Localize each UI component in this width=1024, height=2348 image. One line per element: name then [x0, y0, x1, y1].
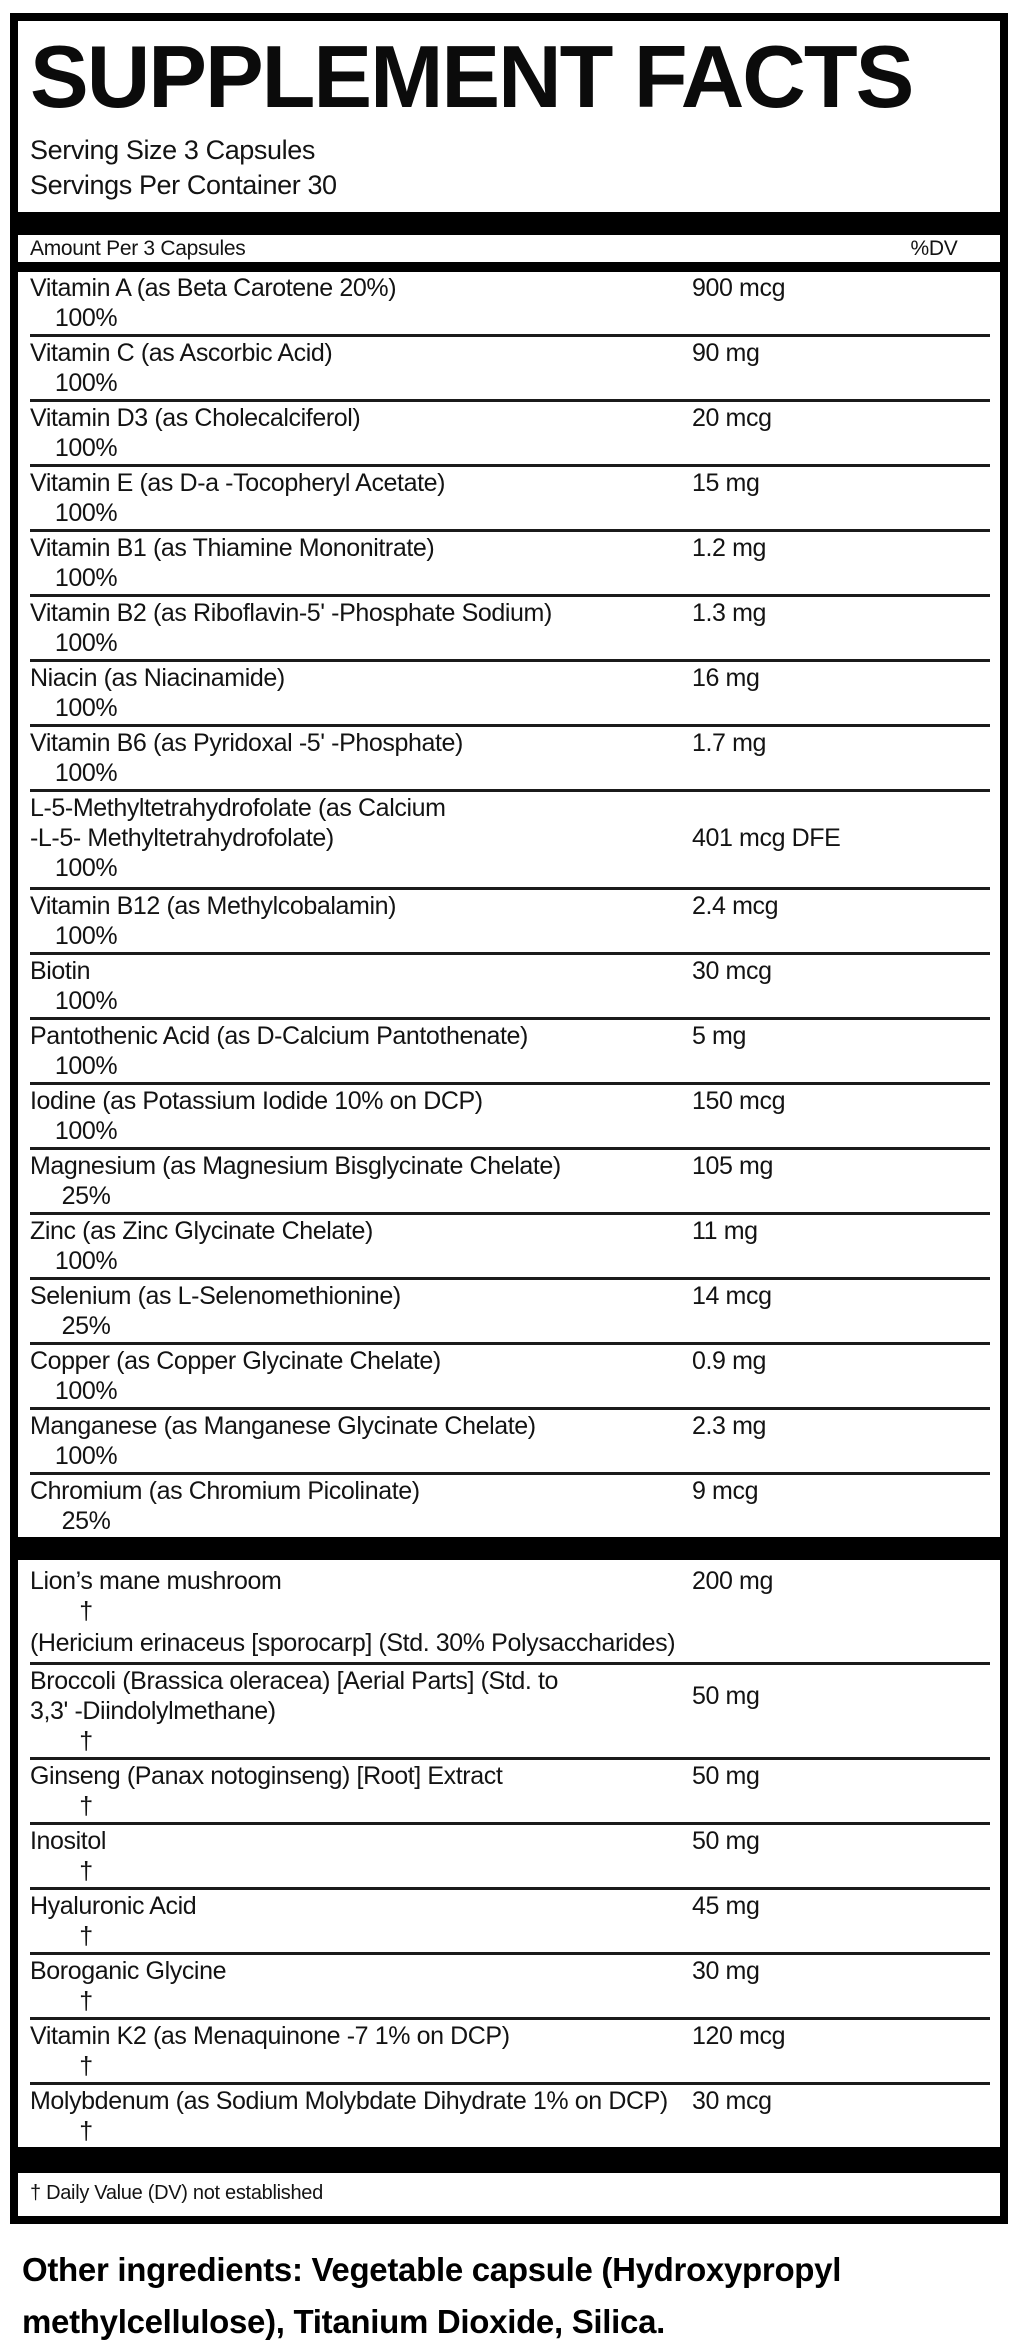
ingredient-name: Boroganic Glycine: [30, 1957, 227, 1985]
botanical-row: [30, 1955, 990, 2020]
ingredient-name: Vitamin B2 (as Riboflavin-5' -Phosphate Sodium): [30, 599, 552, 627]
ingredient-amount: 150 mcg: [692, 1087, 786, 1115]
ingredient-dv: 100%: [54, 629, 118, 657]
nutrient-row: [30, 532, 990, 597]
ingredient-amount: 5 mg: [692, 1022, 746, 1050]
ingredient-name: Vitamin K2 (as Menaquinone -7 1% on DCP): [30, 2022, 510, 2050]
nutrient-row: [30, 955, 990, 1020]
ingredient-name: Pantothenic Acid (as D-Calcium Pantothenate): [30, 1022, 528, 1050]
column-header-row: [30, 235, 990, 262]
ingredient-name: Iodine (as Potassium Iodide 10% on DCP): [30, 1087, 483, 1115]
ingredient-amount: 2.3 mg: [692, 1412, 767, 1440]
ingredient-amount: 30 mg: [692, 1957, 760, 1985]
botanicals-table: [30, 1560, 990, 2147]
botanical-row: [30, 2085, 990, 2147]
divider-bar-bottom: [18, 2147, 1000, 2173]
ingredient-dv: 100%: [54, 759, 118, 787]
ingredient-dv: †: [79, 2117, 93, 2145]
ingredient-dv: 100%: [54, 1247, 118, 1275]
ingredient-name: Lion’s mane mushroom: [30, 1567, 282, 1595]
nutrient-row: [30, 467, 990, 532]
ingredient-dv: 100%: [54, 1377, 118, 1405]
nutrient-row: [30, 792, 990, 890]
ingredient-amount: 11 mg: [692, 1217, 758, 1245]
ingredient-dv: 100%: [54, 304, 118, 332]
ingredient-name: Manganese (as Manganese Glycinate Chelate): [30, 1412, 536, 1440]
ingredient-dv: †: [79, 1987, 93, 2015]
ingredient-name: Hyaluronic Acid: [30, 1892, 197, 1920]
divider-bar-top: [18, 212, 1000, 235]
ingredient-dv: 100%: [54, 369, 118, 397]
ingredient-dv: 100%: [54, 434, 118, 462]
ingredient-amount: 50 mg: [692, 1827, 760, 1855]
ingredient-dv: 25%: [61, 1507, 111, 1535]
ingredient-dv: †: [79, 1727, 93, 1755]
divider-bar-botanicals: [18, 1537, 1000, 1560]
ingredient-amount: 1.2 mg: [692, 534, 767, 562]
nutrient-row: [30, 272, 990, 337]
ingredient-dv: 25%: [61, 1182, 111, 1210]
ingredient-name: Ginseng (Panax notoginseng) [Root] Extract: [30, 1762, 503, 1790]
ingredient-subname: (Hericium erinaceus [sporocarp] (Std. 30% Polysaccharides): [30, 1629, 676, 1657]
ingredient-name: Vitamin B1 (as Thiamine Mononitrate): [30, 534, 435, 562]
ingredient-amount: 45 mg: [692, 1892, 760, 1920]
nutrient-row: [30, 402, 990, 467]
ingredient-amount: 1.3 mg: [692, 599, 767, 627]
ingredient-amount: 9 mcg: [692, 1477, 759, 1505]
botanical-row: [30, 1760, 990, 1825]
ingredient-dv: †: [79, 1597, 93, 1625]
nutrient-row: [30, 890, 990, 955]
nutrients-table: [30, 272, 990, 1537]
ingredient-dv: 100%: [54, 499, 118, 527]
ingredient-amount: 15 mg: [692, 469, 760, 497]
nutrient-row: [30, 1020, 990, 1085]
ingredient-name: Zinc (as Zinc Glycinate Chelate): [30, 1217, 373, 1245]
ingredient-name: Molybdenum (as Sodium Molybdate Dihydrate 1% on DCP): [30, 2087, 668, 2115]
dv-footnote: † Daily Value (DV) not established: [30, 2182, 323, 2204]
ingredient-dv: †: [79, 1857, 93, 1885]
panel-title: SUPPLEMENT FACTS: [30, 27, 913, 126]
botanical-row: [30, 1825, 990, 1890]
ingredient-name: Vitamin C (as Ascorbic Acid): [30, 339, 333, 367]
nutrient-row: [30, 1410, 990, 1475]
ingredient-name: Broccoli (Brassica oleracea) [Aerial Parts] (Std. to 3,3' -Diindolylmethane): [30, 1667, 559, 1725]
ingredient-name: L-5-Methyltetrahydrofolate (as Calcium -L-5- Methyltetrahydrofolate): [30, 794, 446, 852]
botanical-row: [30, 1890, 990, 1955]
ingredient-dv: 25%: [61, 1312, 111, 1340]
ingredient-dv: †: [79, 1922, 93, 1950]
ingredient-name: Niacin (as Niacinamide): [30, 664, 285, 692]
nutrient-row: [30, 727, 990, 792]
ingredient-amount: 14 mcg: [692, 1282, 772, 1310]
ingredient-name: Vitamin D3 (as Cholecalciferol): [30, 404, 361, 432]
ingredient-dv: 100%: [54, 1117, 118, 1145]
ingredient-dv: 100%: [54, 854, 118, 882]
ingredient-amount: 200 mg: [692, 1567, 773, 1595]
ingredient-name: Vitamin A (as Beta Carotene 20%): [30, 274, 397, 302]
botanical-row: [30, 1665, 990, 1760]
ingredient-amount: 120 mcg: [692, 2022, 786, 2050]
ingredient-dv: 100%: [54, 1052, 118, 1080]
ingredient-name: Magnesium (as Magnesium Bisglycinate Chelate): [30, 1152, 561, 1180]
ingredient-dv: †: [79, 1792, 93, 1820]
nutrient-row: [30, 662, 990, 727]
other-ingredients-text: Other ingredients: Vegetable capsule (Hydroxypropyl methylcellulose), Titanium Dioxide, Silica.: [22, 2251, 842, 2340]
ingredient-amount: 105 mg: [692, 1152, 773, 1180]
ingredient-amount: 90 mg: [692, 339, 760, 367]
ingredient-dv: †: [79, 2052, 93, 2080]
ingredient-name: Vitamin E (as D-a -Tocopheryl Acetate): [30, 469, 446, 497]
supplement-label-page: [0, 13, 1024, 2348]
nutrient-row: [30, 1345, 990, 1410]
ingredient-name: Inositol: [30, 1827, 107, 1855]
nutrient-row: [30, 1150, 990, 1215]
nutrient-row: [30, 1215, 990, 1280]
amount-per-header: Amount Per 3 Capsules: [30, 236, 246, 260]
ingredient-name: Vitamin B12 (as Methylcobalamin): [30, 892, 397, 920]
ingredient-dv: 100%: [54, 694, 118, 722]
ingredient-name: Biotin: [30, 957, 91, 985]
ingredient-dv: 100%: [54, 1442, 118, 1470]
ingredient-dv: 100%: [54, 987, 118, 1015]
ingredient-amount: 50 mg: [692, 1682, 760, 1710]
ingredient-name: Copper (as Copper Glycinate Chelate): [30, 1347, 441, 1375]
nutrient-row: [30, 1280, 990, 1345]
ingredient-amount: 900 mcg: [692, 274, 786, 302]
ingredient-name: Chromium (as Chromium Picolinate): [30, 1477, 420, 1505]
nutrient-row: [30, 337, 990, 402]
nutrient-row: [30, 1475, 990, 1537]
ingredient-amount: 0.9 mg: [692, 1347, 767, 1375]
ingredient-amount: 20 mcg: [692, 404, 772, 432]
ingredient-amount: 30 mcg: [692, 2087, 772, 2115]
divider-bar-header: [18, 262, 1000, 272]
nutrient-row: [30, 1085, 990, 1150]
ingredient-amount: 1.7 mg: [692, 729, 767, 757]
ingredient-dv: 100%: [54, 564, 118, 592]
supplement-facts-panel: [10, 13, 1008, 2224]
ingredient-amount: 16 mg: [692, 664, 760, 692]
ingredient-amount: 2.4 mcg: [692, 892, 779, 920]
dv-header: %DV: [910, 236, 958, 260]
botanical-row: [30, 1560, 990, 1665]
ingredient-amount: 401 mcg DFE: [692, 824, 841, 852]
servings-per-container-text: Servings Per Container 30: [30, 170, 337, 200]
serving-size-text: Serving Size 3 Capsules: [30, 135, 315, 165]
nutrient-row: [30, 597, 990, 662]
ingredient-name: Selenium (as L-Selenomethionine): [30, 1282, 401, 1310]
botanical-row: [30, 2020, 990, 2085]
ingredient-amount: 30 mcg: [692, 957, 772, 985]
ingredient-dv: 100%: [54, 922, 118, 950]
ingredient-name: Vitamin B6 (as Pyridoxal -5' -Phosphate): [30, 729, 463, 757]
ingredient-amount: 50 mg: [692, 1762, 760, 1790]
